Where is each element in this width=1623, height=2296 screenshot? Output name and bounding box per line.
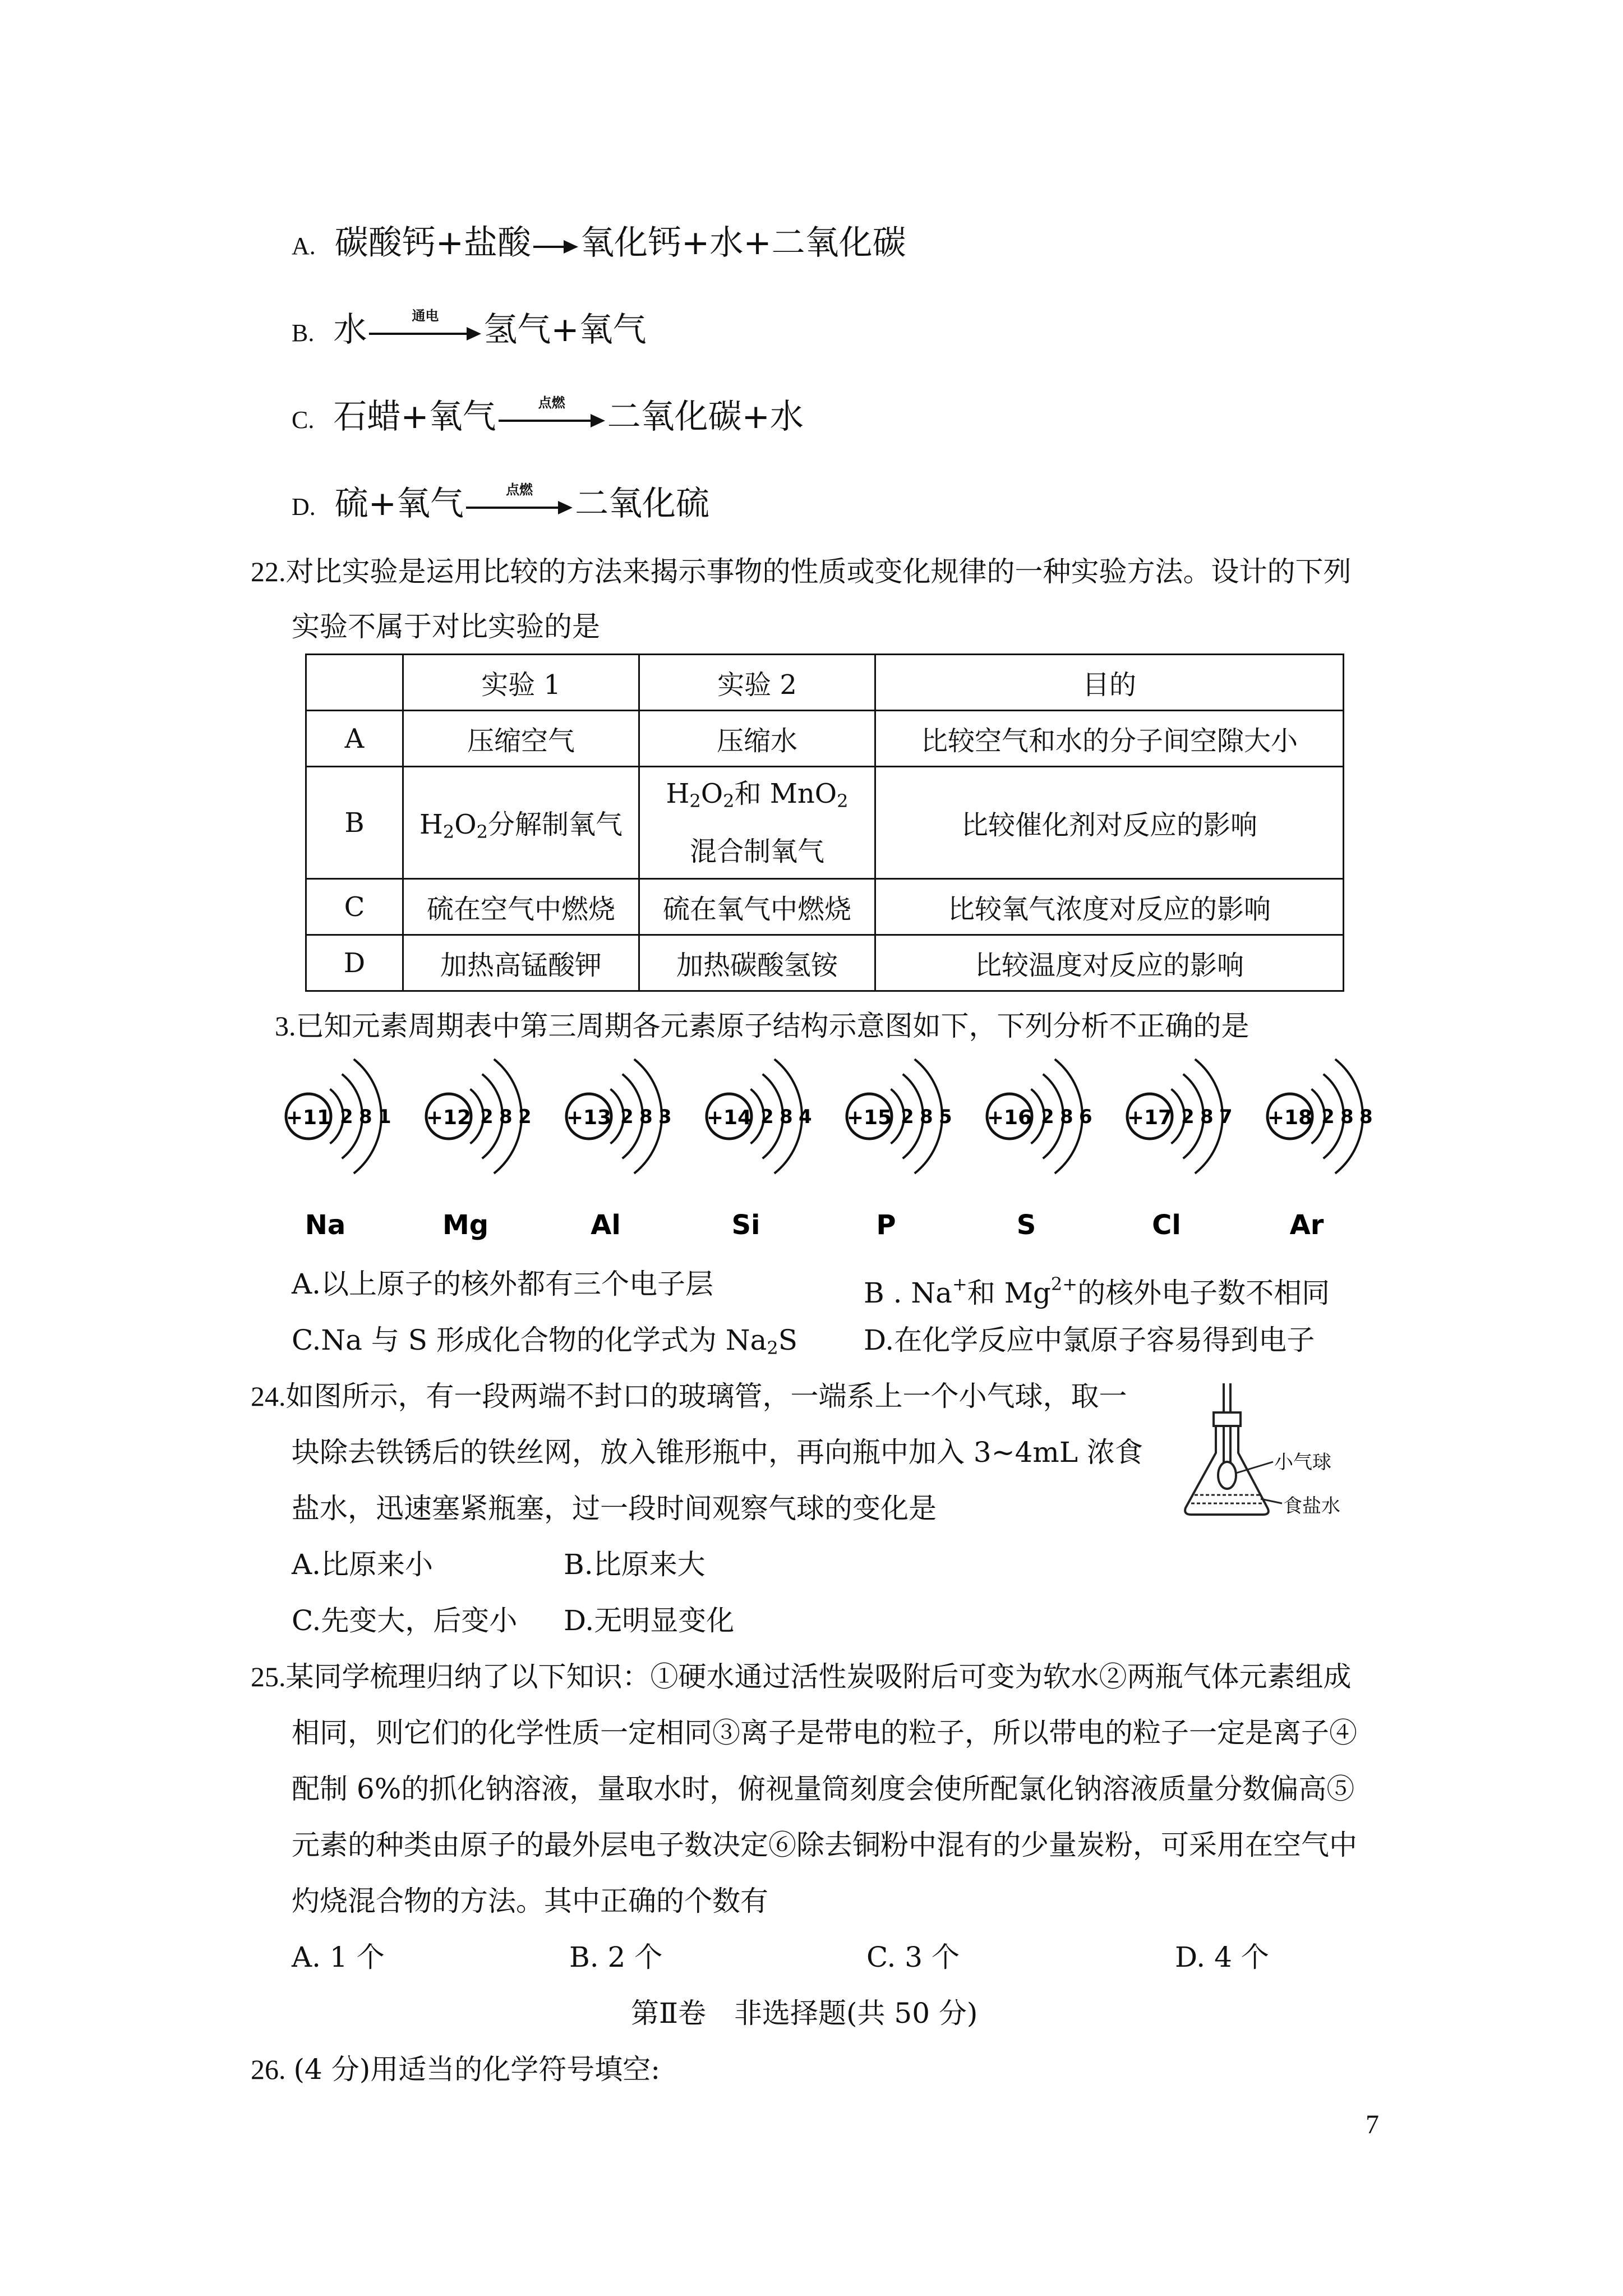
electron-count: 7: [1219, 1106, 1233, 1128]
electron-count: 2: [1041, 1106, 1054, 1128]
electron-count: 2: [1181, 1106, 1195, 1128]
q24-option-b: B.比原来大: [564, 1548, 706, 1581]
reaction-arrow-icon: [533, 238, 578, 255]
nuclear-charge: +15: [846, 1106, 892, 1129]
electron-count: 8: [359, 1106, 372, 1128]
atom-diagram-row: [275, 1055, 1396, 1257]
atom-diagram-Na: [286, 1059, 391, 1241]
atomic-structure-diagrams: [275, 1055, 1396, 1257]
table-row: [306, 879, 1344, 935]
electron-count: 2: [480, 1106, 494, 1128]
option-text: 和 Mg: [967, 1277, 1051, 1309]
electron-count: 8: [1340, 1106, 1354, 1128]
q24-line2: 块除去铁锈后的铁丝网，放入锥形瓶中，再向瓶中加入 3~4mL 浓食: [292, 1436, 1143, 1469]
element-symbol: Al: [591, 1209, 621, 1241]
nuclear-charge: +16: [986, 1106, 1032, 1129]
products: 二氧化硫: [575, 484, 710, 523]
q23-option-d: D.在化学反应中氯原子容易得到电子: [864, 1324, 1315, 1356]
subscript: 2: [723, 790, 735, 812]
atom-diagram-S: [987, 1059, 1092, 1241]
option-label: B.: [292, 319, 315, 347]
option-text: C.Na 与 S 形成化合物的化学式为 Na: [292, 1324, 767, 1356]
q26-stem: [251, 2042, 660, 2097]
question-text: 如图所示，有一段两端不封口的玻璃管，一端系上一个小气球，取一: [285, 1380, 1127, 1412]
formula-part: O: [700, 778, 723, 809]
electron-count: 5: [939, 1106, 952, 1128]
reaction-arrow-icon: [369, 307, 481, 342]
q24-option-c: C.先变大，后变小: [292, 1604, 518, 1637]
q24-line3: 盐水，迅速塞紧瓶塞，过一段时间观察气球的变化是: [292, 1492, 937, 1525]
table-header-row: [306, 655, 1344, 711]
option-label: C.: [292, 406, 315, 434]
question-number: 26.: [251, 2054, 286, 2085]
electron-count: 8: [1060, 1106, 1073, 1128]
products: 二氧化碳+水: [607, 397, 804, 436]
q21-option-d: [292, 477, 709, 525]
question-text: (4 分)用适当的化学符号填空:: [293, 2053, 661, 2086]
electron-count: 3: [658, 1106, 672, 1128]
q23-stem: [275, 999, 1249, 1053]
table-cell: 比较温度对反应的影响: [875, 935, 1344, 991]
subscript: 2: [442, 821, 455, 843]
q21-option-a: [292, 216, 906, 264]
electron-count: 8: [920, 1106, 933, 1128]
electron-count: 1: [378, 1106, 391, 1128]
nuclear-charge: +12: [426, 1106, 472, 1129]
flask-diagram: [1172, 1380, 1357, 1548]
option-text: S: [778, 1324, 797, 1356]
electron-count: 8: [639, 1106, 653, 1128]
table-cell: B: [306, 767, 403, 879]
question-text: 对比实验是运用比较的方法来揭示事物的性质或变化规律的一种实验方法。设计的下列: [285, 555, 1352, 588]
nuclear-charge: +18: [1267, 1106, 1313, 1129]
table-cell: 压缩空气: [403, 711, 639, 767]
table-row: [306, 711, 1344, 767]
reactants: 水: [333, 310, 367, 349]
superscript: +: [952, 1273, 967, 1295]
superscript: 2+: [1050, 1273, 1078, 1295]
reaction-arrow-icon: [499, 394, 605, 429]
table-row: [306, 935, 1344, 991]
table-cell: [639, 767, 875, 879]
element-symbol: S: [1016, 1209, 1036, 1241]
table-header-cell: 实验 2: [639, 655, 875, 711]
q25-line3: 配制 6%的抓化钠溶液，量取水时，俯视量筒刻度会使所配氯化钠溶液质量分数偏高⑤: [292, 1773, 1355, 1805]
reaction-condition: 通电: [412, 307, 439, 324]
electron-count: 2: [901, 1106, 914, 1128]
atom-diagram-Mg: [426, 1059, 532, 1241]
q21-option-b: [292, 303, 647, 351]
cell-text: 混合制氧气: [689, 836, 824, 867]
flask-with-balloon-icon: [1172, 1380, 1357, 1548]
q25-option-b: B. 2 个: [569, 1941, 663, 1973]
electron-count: 2: [620, 1106, 634, 1128]
q23-option-c: [292, 1313, 797, 1375]
formula-part: 和 MnO: [734, 778, 837, 809]
electron-count: 8: [1359, 1106, 1373, 1128]
reactants: 石蜡+氧气: [333, 397, 496, 436]
table-cell: A: [306, 711, 403, 767]
balloon-label: 小气球: [1274, 1451, 1331, 1474]
products: 氢气+氧气: [483, 310, 647, 349]
table-cell: 硫在空气中燃烧: [403, 879, 639, 935]
electron-count: 6: [1079, 1106, 1092, 1128]
table-header-cell: [306, 655, 403, 711]
option-text: B . Na: [864, 1277, 952, 1309]
salt-water-label: 食盐水: [1283, 1495, 1340, 1517]
electron-count: 2: [760, 1106, 774, 1128]
products: 氧化钙+水+二氧化碳: [580, 223, 906, 263]
q25-option-d: D. 4 个: [1175, 1941, 1269, 1973]
table-cell: 硫在氧气中燃烧: [639, 879, 875, 935]
element-symbol: Na: [305, 1209, 346, 1241]
electron-count: 2: [340, 1106, 353, 1128]
option-text: 的核外电子数不相同: [1077, 1277, 1330, 1309]
nuclear-charge: +17: [1127, 1106, 1173, 1129]
electron-count: 8: [1200, 1106, 1214, 1128]
table-cell: 比较氧气浓度对反应的影响: [875, 879, 1344, 935]
element-symbol: Si: [731, 1209, 760, 1241]
q25-option-c: C. 3 个: [866, 1941, 960, 1973]
q22-comparison-table: [305, 654, 1344, 992]
q25-line2: 相同，则它们的化学性质一定相同③离子是带电的粒子，所以带电的粒子一定是离子④: [292, 1717, 1357, 1749]
formula-part: H: [666, 778, 690, 809]
q23-option-a: A.以上原子的核外都有三个电子层: [292, 1268, 714, 1300]
atom-diagram-Cl: [1127, 1059, 1233, 1241]
reaction-arrow-icon: [466, 481, 573, 516]
q25-line4: 元素的种类由原子的最外层电子数决定⑥除去铜粉中混有的少量炭粉，可采用在空气中: [292, 1829, 1357, 1861]
subscript: 2: [476, 821, 488, 843]
q25-line5: 灼烧混合物的方法。其中正确的个数有: [292, 1885, 768, 1917]
table-row: [306, 767, 1344, 879]
q25-option-a: A. 1 个: [292, 1941, 385, 1973]
atom-diagram-Al: [566, 1059, 672, 1241]
subscript: 2: [837, 790, 849, 812]
formula-part: O: [454, 809, 477, 840]
question-number: 22.: [251, 556, 286, 587]
table-cell: 比较空气和水的分子间空隙大小: [875, 711, 1344, 767]
q24-line1: [251, 1369, 1127, 1424]
table-cell: 加热高锰酸钾: [403, 935, 639, 991]
q25-line1: [251, 1649, 1352, 1704]
electron-count: 8: [780, 1106, 793, 1128]
table-header-cell: 实验 1: [403, 655, 639, 711]
formula-part: H: [419, 809, 443, 840]
q22-stem-line2: 实验不属于对比实验的是: [292, 610, 600, 643]
q24-option-d: D.无明显变化: [564, 1604, 735, 1637]
reaction-condition: 点燃: [538, 394, 565, 411]
electron-count: 4: [799, 1106, 812, 1128]
table-cell: C: [306, 879, 403, 935]
element-symbol: Mg: [442, 1209, 489, 1241]
option-label: A.: [292, 232, 316, 260]
electron-count: 2: [1321, 1106, 1335, 1128]
electron-count: 2: [518, 1106, 532, 1128]
q22-stem-line1: [251, 544, 1352, 599]
electron-count: 8: [499, 1106, 513, 1128]
question-number: 25.: [251, 1661, 286, 1692]
table-cell: [403, 767, 639, 879]
table-cell: 压缩水: [639, 711, 875, 767]
atom-diagram-Si: [707, 1059, 812, 1241]
atom-diagram-Ar: [1267, 1059, 1373, 1241]
table-cell: 比较催化剂对反应的影响: [875, 767, 1344, 879]
table-header-cell: 目的: [875, 655, 1344, 711]
table-cell: 加热碳酸氢铵: [639, 935, 875, 991]
page-number: 7: [1366, 2110, 1379, 2139]
reactants: 硫+氧气: [334, 484, 464, 523]
reaction-condition: 点燃: [506, 481, 533, 498]
question-text: 已知元素周期表中第三周期各元素原子结构示意图如下，下列分析不正确的是: [296, 1010, 1249, 1042]
nuclear-charge: +11: [285, 1106, 331, 1129]
q24-option-a: A.比原来小: [292, 1548, 434, 1581]
nuclear-charge: +13: [566, 1106, 612, 1129]
section-title: 第Ⅱ卷 非选择题(共 50 分): [631, 1997, 978, 2030]
question-number: 24.: [251, 1381, 286, 1412]
question-number: 3.: [275, 1010, 296, 1042]
atom-diagram-P: [847, 1059, 952, 1241]
element-symbol: Cl: [1152, 1209, 1181, 1241]
nuclear-charge: +14: [706, 1106, 752, 1129]
q23-option-b: [864, 1257, 1330, 1320]
element-symbol: Ar: [1289, 1209, 1324, 1241]
table-cell: D: [306, 935, 403, 991]
subscript: 2: [767, 1337, 778, 1359]
q21-option-c: [292, 390, 804, 438]
subscript: 2: [689, 790, 701, 812]
element-symbol: P: [876, 1209, 896, 1241]
question-text: 某同学梳理归纳了以下知识：①硬水通过活性炭吸附后可变为软水②两瓶气体元素组成: [285, 1660, 1352, 1693]
reactants: 碳酸钙+盐酸: [334, 223, 532, 263]
cell-text: 分解制氧气: [487, 809, 623, 840]
option-label: D.: [292, 493, 316, 521]
